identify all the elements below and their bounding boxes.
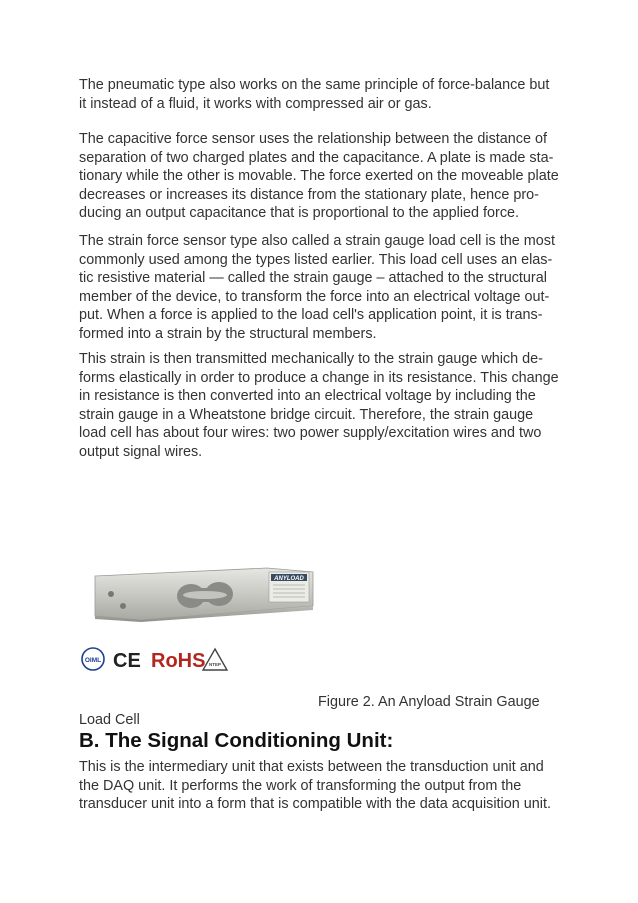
text-line: formed into a strain by the structural members.: [79, 325, 377, 342]
ce-logo: CE: [113, 650, 141, 672]
paragraph-strain: [79, 232, 565, 344]
text-line: tic resistive material — called the strain gauge – attached to the structural: [79, 270, 547, 287]
paragraph-signal-conditioning: [79, 758, 565, 814]
paragraph-pneumatic: [79, 76, 565, 113]
text-line: commonly used among the types listed earlier. This load cell uses an elas-: [79, 251, 553, 268]
text-line: ducing an output capacitance that is proportional to the applied force.: [79, 205, 520, 222]
text-line: in resistance is then converted into an electrical voltage by including the: [79, 388, 536, 405]
text-line: transducer unit into a form that is compatible with the data acquisition unit.: [79, 796, 551, 813]
text-line: This is the intermediary unit that exists between the transduction unit and: [79, 759, 544, 775]
load-cell-image: [91, 566, 315, 622]
text-line: load cell has about four wires: two power supply/excitation wires and two: [79, 425, 542, 442]
certification-logos: [79, 644, 279, 674]
text-line: forms elastically in order to produce a change in its resistance. This change: [79, 369, 559, 386]
figure-caption-continued: Load Cell: [79, 712, 140, 728]
figure-caption: Figure 2. An Anyload Strain Gauge: [318, 694, 540, 710]
ntep-logo: [203, 649, 227, 670]
text-line: decreases or increases its distance from the stationary plate, hence pro-: [79, 186, 539, 203]
text-line: tionary while the other is movable. The force exerted on the moveable plate: [79, 168, 559, 185]
text-line: output signal wires.: [79, 443, 203, 460]
text-line: put. When a force is applied to the load cell's application point, it is trans-: [79, 307, 543, 324]
oiml-text: OIML: [84, 657, 102, 664]
text-line: separation of two charged plates and the capacitance. A plate is made sta-: [79, 149, 554, 166]
text-line: The capacitive force sensor uses the relationship between the distance of: [79, 131, 547, 147]
oiml-logo: [82, 648, 104, 670]
text-line: it instead of a fluid, it works with compressed air or gas.: [79, 95, 432, 112]
text-line: strain gauge in a Wheatstone bridge circuit. Therefore, the strain gauge: [79, 406, 534, 423]
section-heading: B. The Signal Conditioning Unit:: [79, 729, 394, 752]
text-line: The strain force sensor type also called a strain gauge load cell is the most: [79, 233, 555, 249]
paragraph-capacitive: [79, 130, 565, 223]
load-cell-figure: [79, 470, 324, 700]
rohs-logo: RoHS: [151, 650, 206, 672]
text-line: This strain is then transmitted mechanically to the strain gauge which de-: [79, 351, 543, 367]
text-line: member of the device, to transform the force into an electrical voltage out-: [79, 288, 550, 305]
ntep-text: NTEP: [208, 662, 222, 667]
text-line: the DAQ unit. It performs the work of transforming the output from the: [79, 777, 522, 794]
brand-label: ANYLOAD: [274, 576, 304, 582]
text-line: The pneumatic type also works on the same principle of force-balance but: [79, 77, 550, 93]
paragraph-transmission: [79, 350, 565, 462]
